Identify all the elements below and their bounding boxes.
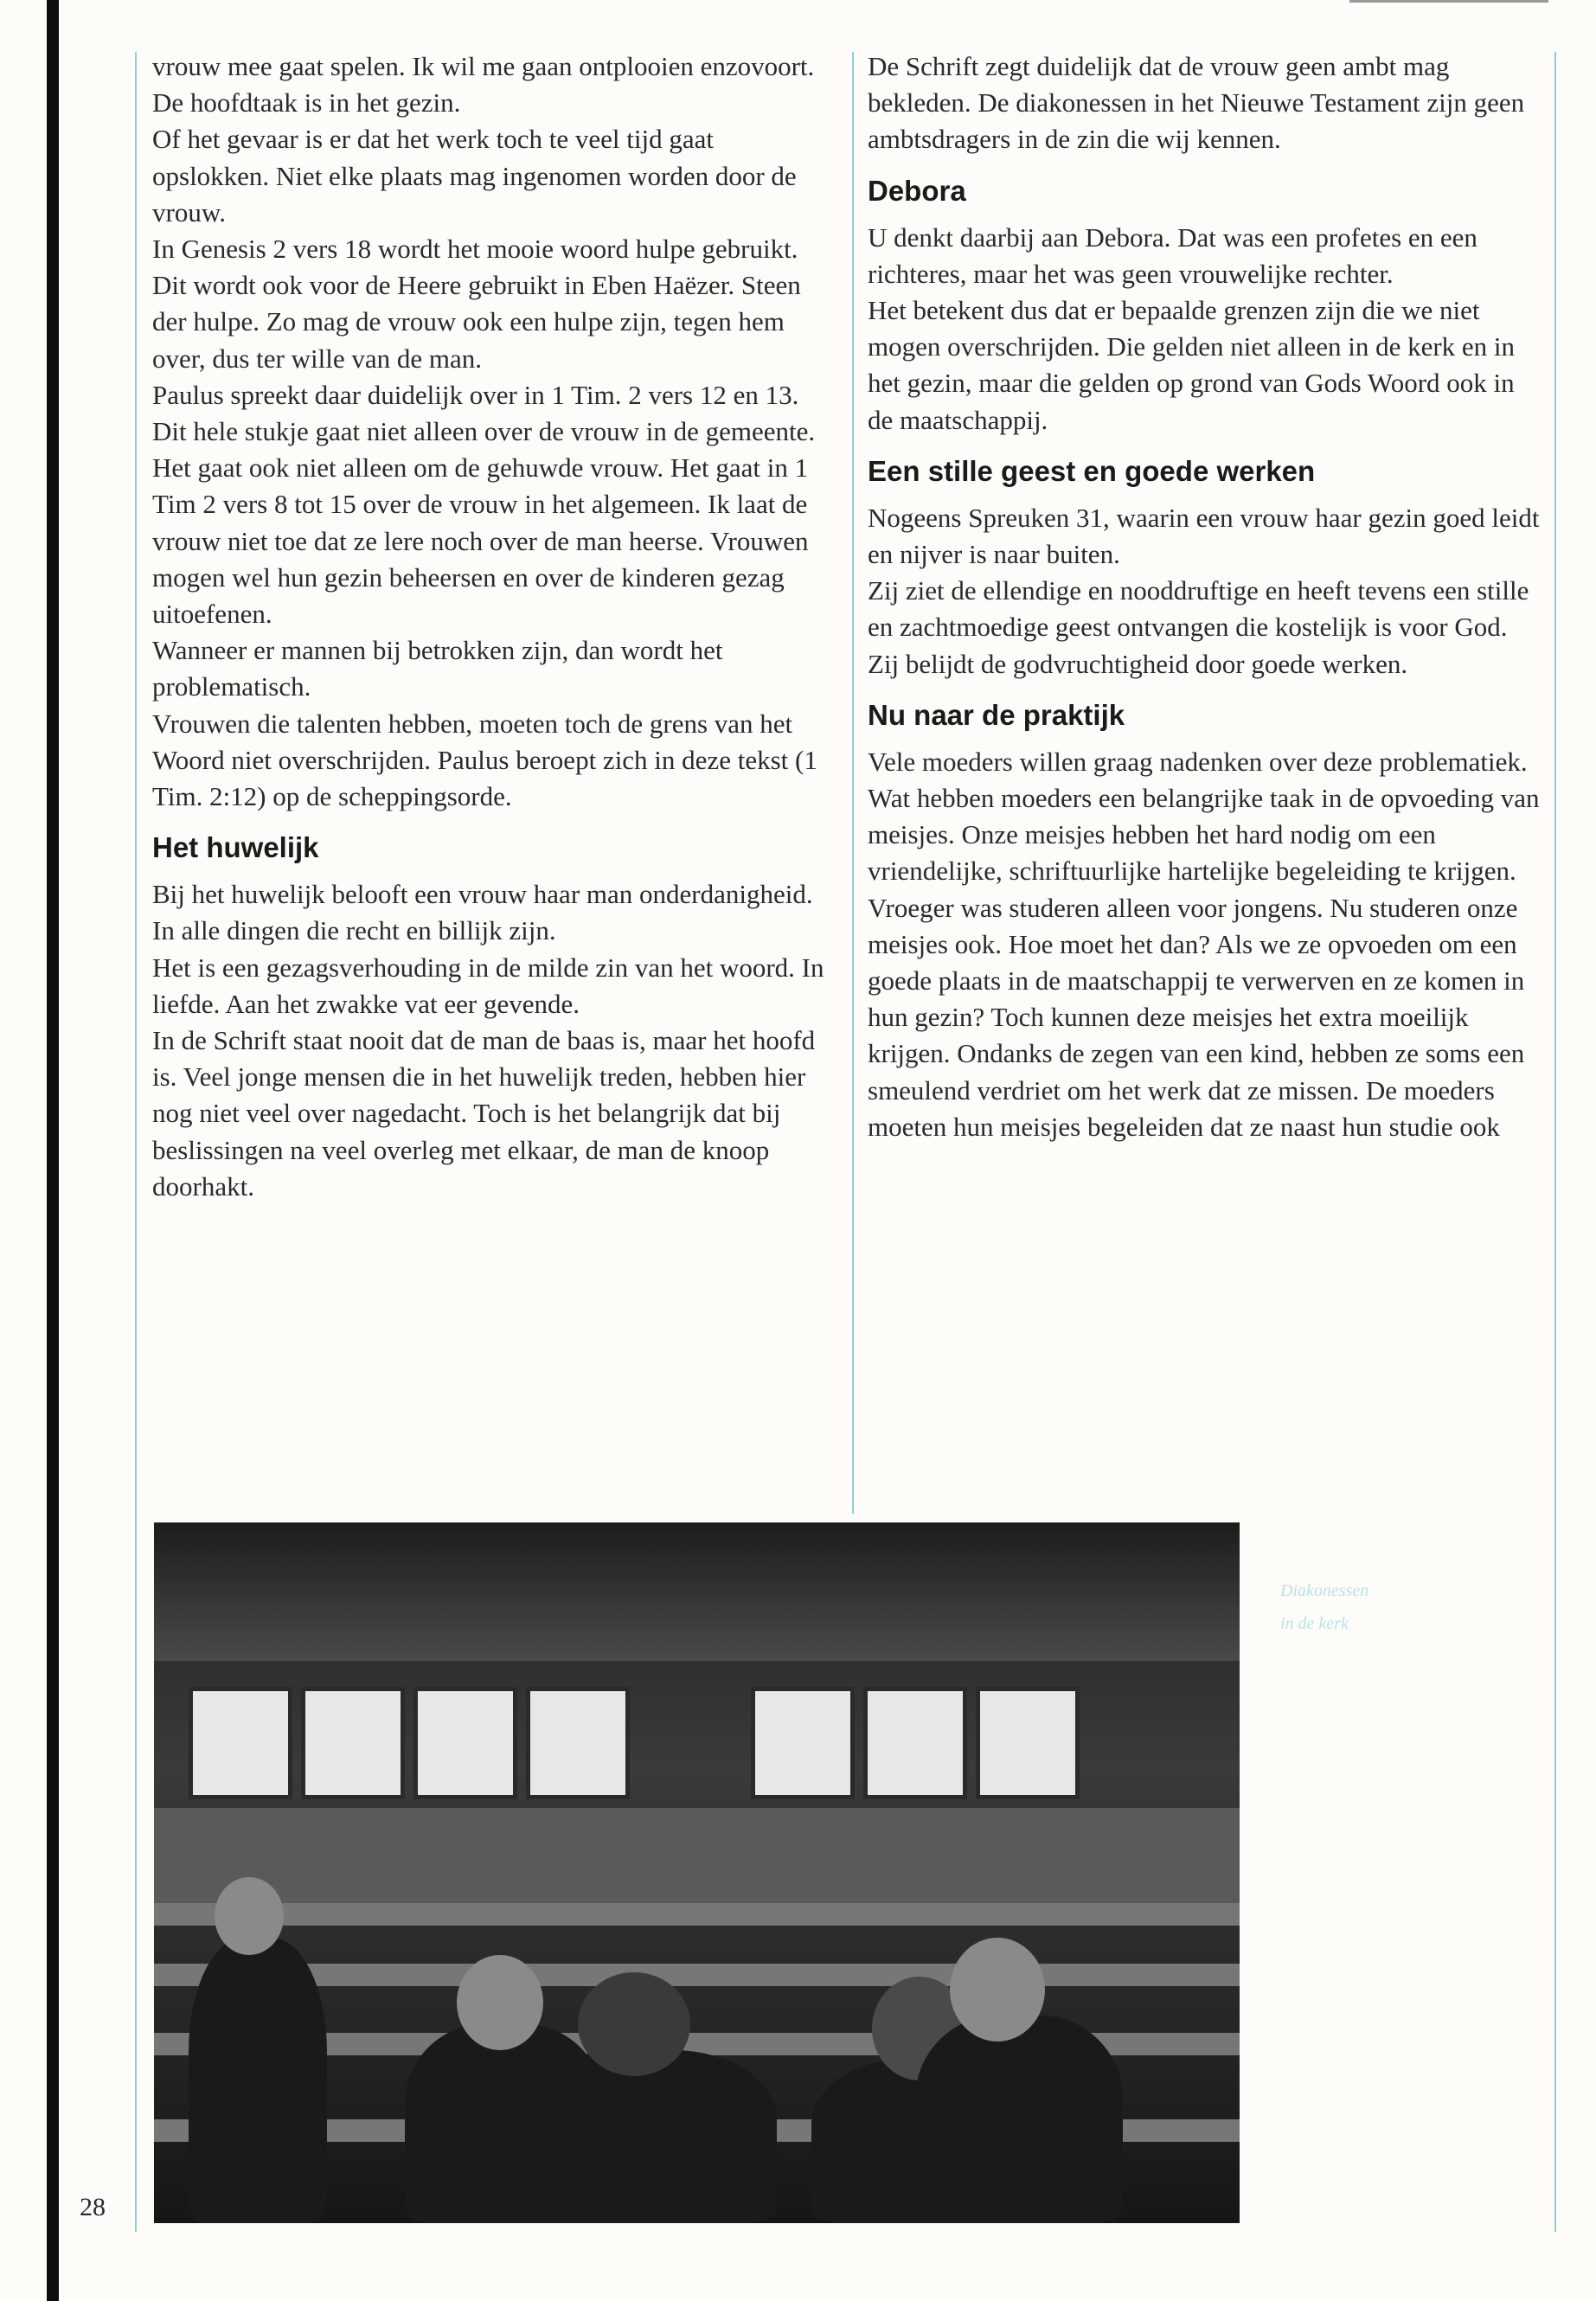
photo-window (526, 1687, 630, 1799)
paragraph: Het is een gezagsverhouding in de milde zin van het woord. In liefde. Aan het zwakke vat eer gevende. (152, 952, 824, 1019)
paragraph: Paulus spreekt daar duidelijk over in 1 Tim. 2 vers 12 en 13. Dit hele stukje gaat niet alleen over de vrouw in de gemeente. Het gaat ook niet alleen om de gehuwde vrouw. Het gaat in 1 Tim 2 vers 8 tot 15 over de vrouw in het algemeen. Ik laat de vrouw niet toe dat ze lere noch over de man heerse. Vrouwen mogen wel hun gezin beheersen en over de kinderen gezag uitoefenen. (152, 379, 816, 630)
heading-het-huwelijk: Het huwelijk (152, 831, 319, 864)
photo-window (751, 1687, 855, 1799)
column-rule-left (135, 52, 137, 2232)
photo-person-head (457, 1955, 543, 2050)
photo-window (976, 1687, 1080, 1799)
photo-back-wall (154, 1808, 1240, 1903)
caption-line: in de kerk (1280, 1614, 1349, 1633)
left-column (152, 48, 827, 1205)
paragraph: U denkt daarbij aan Debora. Dat was een profetes en een richteres, maar het was geen vrouwelijke rechter. (868, 221, 1477, 289)
photo-bench (154, 1964, 1240, 1986)
photo-person-head (215, 1877, 284, 1955)
paragraph: Bij het huwelijk belooft een vrouw haar man onderdanigheid. In alle dingen die recht en billijk zijn. (152, 879, 813, 946)
paragraph: vrouw mee gaat spelen. Ik wil me gaan ontplooien enzovoort. De hoofdtaak is in het gezin. (152, 51, 815, 119)
photo-person (189, 1938, 327, 2223)
page-edge-bar (47, 0, 59, 2301)
photo-person-head (578, 1972, 690, 2076)
column-rule-middle (852, 52, 854, 1514)
paragraph: Zij ziet de ellendige en nooddruftige en heeft tevens een stille en zachtmoedige geest ontvangen die kostelijk is voor God. Zij belijdt de godvruchtigheid door goede werken. (868, 575, 1529, 679)
paragraph: Het betekent dus dat er bepaalde grenzen zijn die we niet mogen overschrijden. Die gelden niet alleen in de kerk en in het gezin, maar die gelden op grond van Gods Woord ook in de maatschappij. (868, 295, 1516, 435)
top-edge-line (1349, 0, 1548, 3)
church-photo (154, 1522, 1240, 2223)
photo-window (189, 1687, 292, 1799)
heading-praktijk: Nu naar de praktijk (868, 698, 1125, 731)
photo-ceiling (154, 1522, 1240, 1661)
paragraph: In Genesis 2 vers 18 wordt het mooie woord hulpe gebruikt. Dit wordt ook voor de Heere gebruikt in Eben Haëzer. Steen der hulpe. Zo mag de vrouw ook een hulpe zijn, tegen hem over, dus ter wille van de man. (152, 234, 801, 374)
photo-window (413, 1687, 517, 1799)
paragraph: De Schrift zegt duidelijk dat de vrouw geen ambt mag bekleden. De diakonessen in het Nieuwe Testament zijn geen ambtsdragers in de zin die wij kennen. (868, 51, 1525, 155)
photo-person-head (950, 1938, 1045, 2041)
photo-window (863, 1687, 967, 1799)
page-number: 28 (80, 2193, 106, 2221)
paragraph: Nogeens Spreuken 31, waarin een vrouw haar gezin goed leidt en nijver is naar buiten. (868, 502, 1540, 570)
paragraph: In de Schrift staat nooit dat de man de baas is, maar het hoofd is. Veel jonge mensen die in het huwelijk treden, hebben hier nog niet veel over nagedacht. Toch is het belangrijk dat bij beslissingen na veel overleg met elkaar, de man de knoop doorhakt. (152, 1025, 816, 1202)
paragraph: Vrouwen die talenten hebben, moeten toch de grens van het Woord niet overschrijden. Paulus beroept zich in deze tekst (1 Tim. 2:12) op de scheppingsorde. (152, 708, 817, 812)
right-column (868, 48, 1542, 1145)
photo-caption (1280, 1574, 1419, 1640)
photo-window (301, 1687, 405, 1799)
heading-stille-geest: Een stille geest en goede werken (868, 454, 1316, 487)
paragraph: Wanneer er mannen bij betrokken zijn, dan wordt het problematisch. (152, 635, 723, 702)
paragraph: Vele moeders willen graag nadenken over deze problematiek. Wat hebben moeders een belangrijke taak in de opvoeding van meisjes. Onze meisjes hebben het hard nodig om een vriendelijke, schriftuurlijke hartelijke begeleiding te krijgen. Vroeger was studeren alleen voor jongens. Nu studeren onze meisjes ook. Hoe moet het dan? Als we ze opvoeden om een goede plaats in de maatschappij te verwerven en ze komen in hun gezin? Toch kunnen deze meisjes het extra moeilijk krijgen. Ondanks de zegen van een kind, hebben ze soms een smeulend verdriet om het werk dat ze missen. De moeders moeten hun meisjes begeleiden dat ze naast hun studie ook (868, 746, 1540, 1142)
photo-person (517, 2050, 777, 2223)
heading-debora: Debora (868, 174, 966, 207)
photo-bench (154, 1903, 1240, 1926)
column-rule-right (1554, 52, 1556, 2232)
caption-line: Diakonessen (1280, 1581, 1369, 1600)
paragraph: Of het gevaar is er dat het werk toch te veel tijd gaat opslokken. Niet elke plaats mag ingenomen worden door de vrouw. (152, 124, 797, 228)
photo-person (915, 2016, 1123, 2223)
